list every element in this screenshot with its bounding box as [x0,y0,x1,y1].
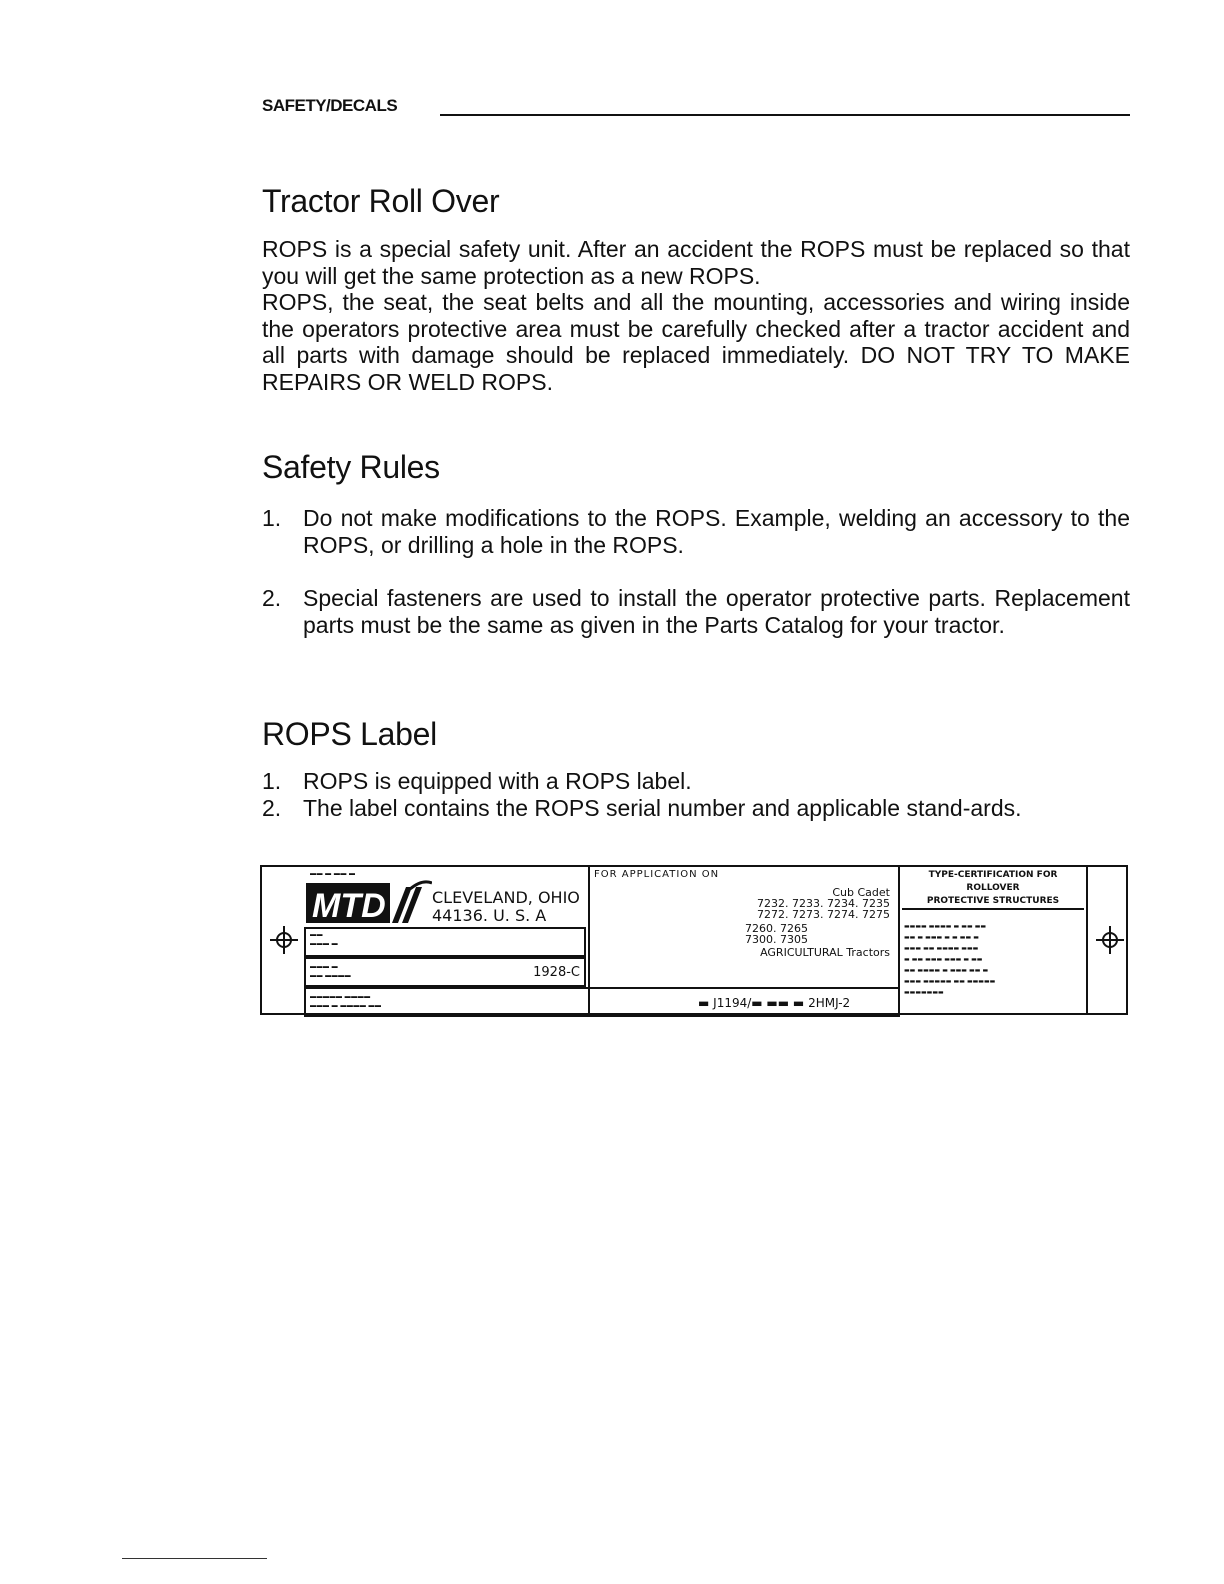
models-line: 7232. 7233. 7234. 7235 [757,897,890,910]
rops-decal [260,865,1128,1015]
panel-divider [1086,867,1088,1013]
section-tag: SAFETY/DECALS [262,96,398,115]
rops-label-list [262,768,1130,821]
serial-number: 1928-C [533,965,580,980]
rollover-paragraph-2: ROPS, the seat, the seat belts and all the mounting, accessories and wiring inside the operators protective area must be carefully checked after a tractor accident and all parts with damage should be replaced immediately. DO NOT TRY TO MAKE REPAIRS OR WELD ROPS. [262,289,1130,395]
model-list-extra [745,923,808,945]
list-text: Special fasteners are used to install the operator protective parts. Replacement parts must be the same as given in the Parts Catalog for your tractor. [303,585,1130,638]
list-text: Do not make modifications to the ROPS. Example, welding an accessory to the ROPS, or drilling a hole in the ROPS. [303,505,1130,558]
mtd-logo [306,879,432,931]
header-rule [440,114,1130,116]
regulation-field-box [304,957,586,987]
city-line: CLEVELAND, OHIO [432,888,580,907]
crosshair-icon [270,926,298,954]
standard-number: ▬ J1194/▬ ▬▬ ▬ 2HMJ-2 [698,996,851,1010]
list-text: The label contains the ROPS serial number and applicable stand-ards. [303,794,1022,821]
list-number: 1. [262,768,282,794]
tractor-type: AGRICULTURAL Tractors [760,946,890,959]
model-list [757,887,890,920]
brand-name: Cub Cadet [832,886,890,899]
heading-tractor-roll-over: Tractor Roll Over [262,183,500,219]
heading-rops-label: ROPS Label [262,716,437,752]
certification-heading: TYPE-CERTIFICATION FOR ROLLOVER PROTECTIVE STRUCTURES [902,869,1084,910]
list-item [262,585,1130,638]
fine-print-mark: ▬▬▬ ▬ ▬▬ ▬▬▬▬ [310,964,352,979]
application-title: FOR APPLICATION ON [594,869,720,880]
safety-rules-list [262,505,1130,638]
fine-print-mark: ▬▬▬▬▬ ▬▬▬▬ ▬▬▬ ▬ ▬▬▬▬ ▬▬ [310,994,382,1009]
models-line: 7300. 7305 [745,933,808,946]
page-header [262,96,1130,122]
models-line: 7272. 7273. 7274. 7275 [757,908,890,921]
certification-fine-print: ▬▬▬▬ ▬▬▬▬ ▬ ▬▬ ▬▬ ▬▬ ▬ ▬▬▬ ▬ ▬ ▬▬ ▬ ▬▬▬ ▬▬ ▬▬▬▬ ▬▬▬ ▬ ▬▬ ▬▬▬ ▬▬▬ ▬ ▬▬ ▬▬ ▬▬▬▬ ▬ ▬▬▬ ▬▬ ▬ ▬▬▬ ▬▬▬▬▬ ▬▬ ▬▬▬▬▬ ▬▬▬▬▬▬▬ [904,923,996,996]
manufacturer-address [432,889,580,925]
list-item [262,505,1130,558]
list-text: ROPS is equipped with a ROPS label. [303,768,692,794]
crosshair-icon [1096,926,1124,954]
fine-print-mark: ▬▬ ▬▬▬ ▬ [310,932,339,947]
models-line: 7260. 7265 [745,922,808,935]
fine-print-mark: ▬▬ ▬ ▬▬ ▬ [310,871,356,877]
list-item [262,795,1130,822]
list-number: 1. [262,505,282,531]
list-number: 2. [262,794,282,821]
serial-field-box [304,927,586,957]
heading-safety-rules: Safety Rules [262,449,440,485]
bottom-rule [122,1558,267,1559]
rollover-paragraph-1: ROPS is a special safety unit. After an accident the ROPS must be replaced so that you will get the same protection as a new ROPS. [262,236,1130,289]
zip-country-line: 44136. U. S. A [432,906,547,925]
certification-panel [900,867,1086,1015]
application-panel [588,867,900,1015]
list-item [262,768,1130,795]
list-number: 2. [262,585,282,611]
svg-text:MTD: MTD [312,887,386,925]
